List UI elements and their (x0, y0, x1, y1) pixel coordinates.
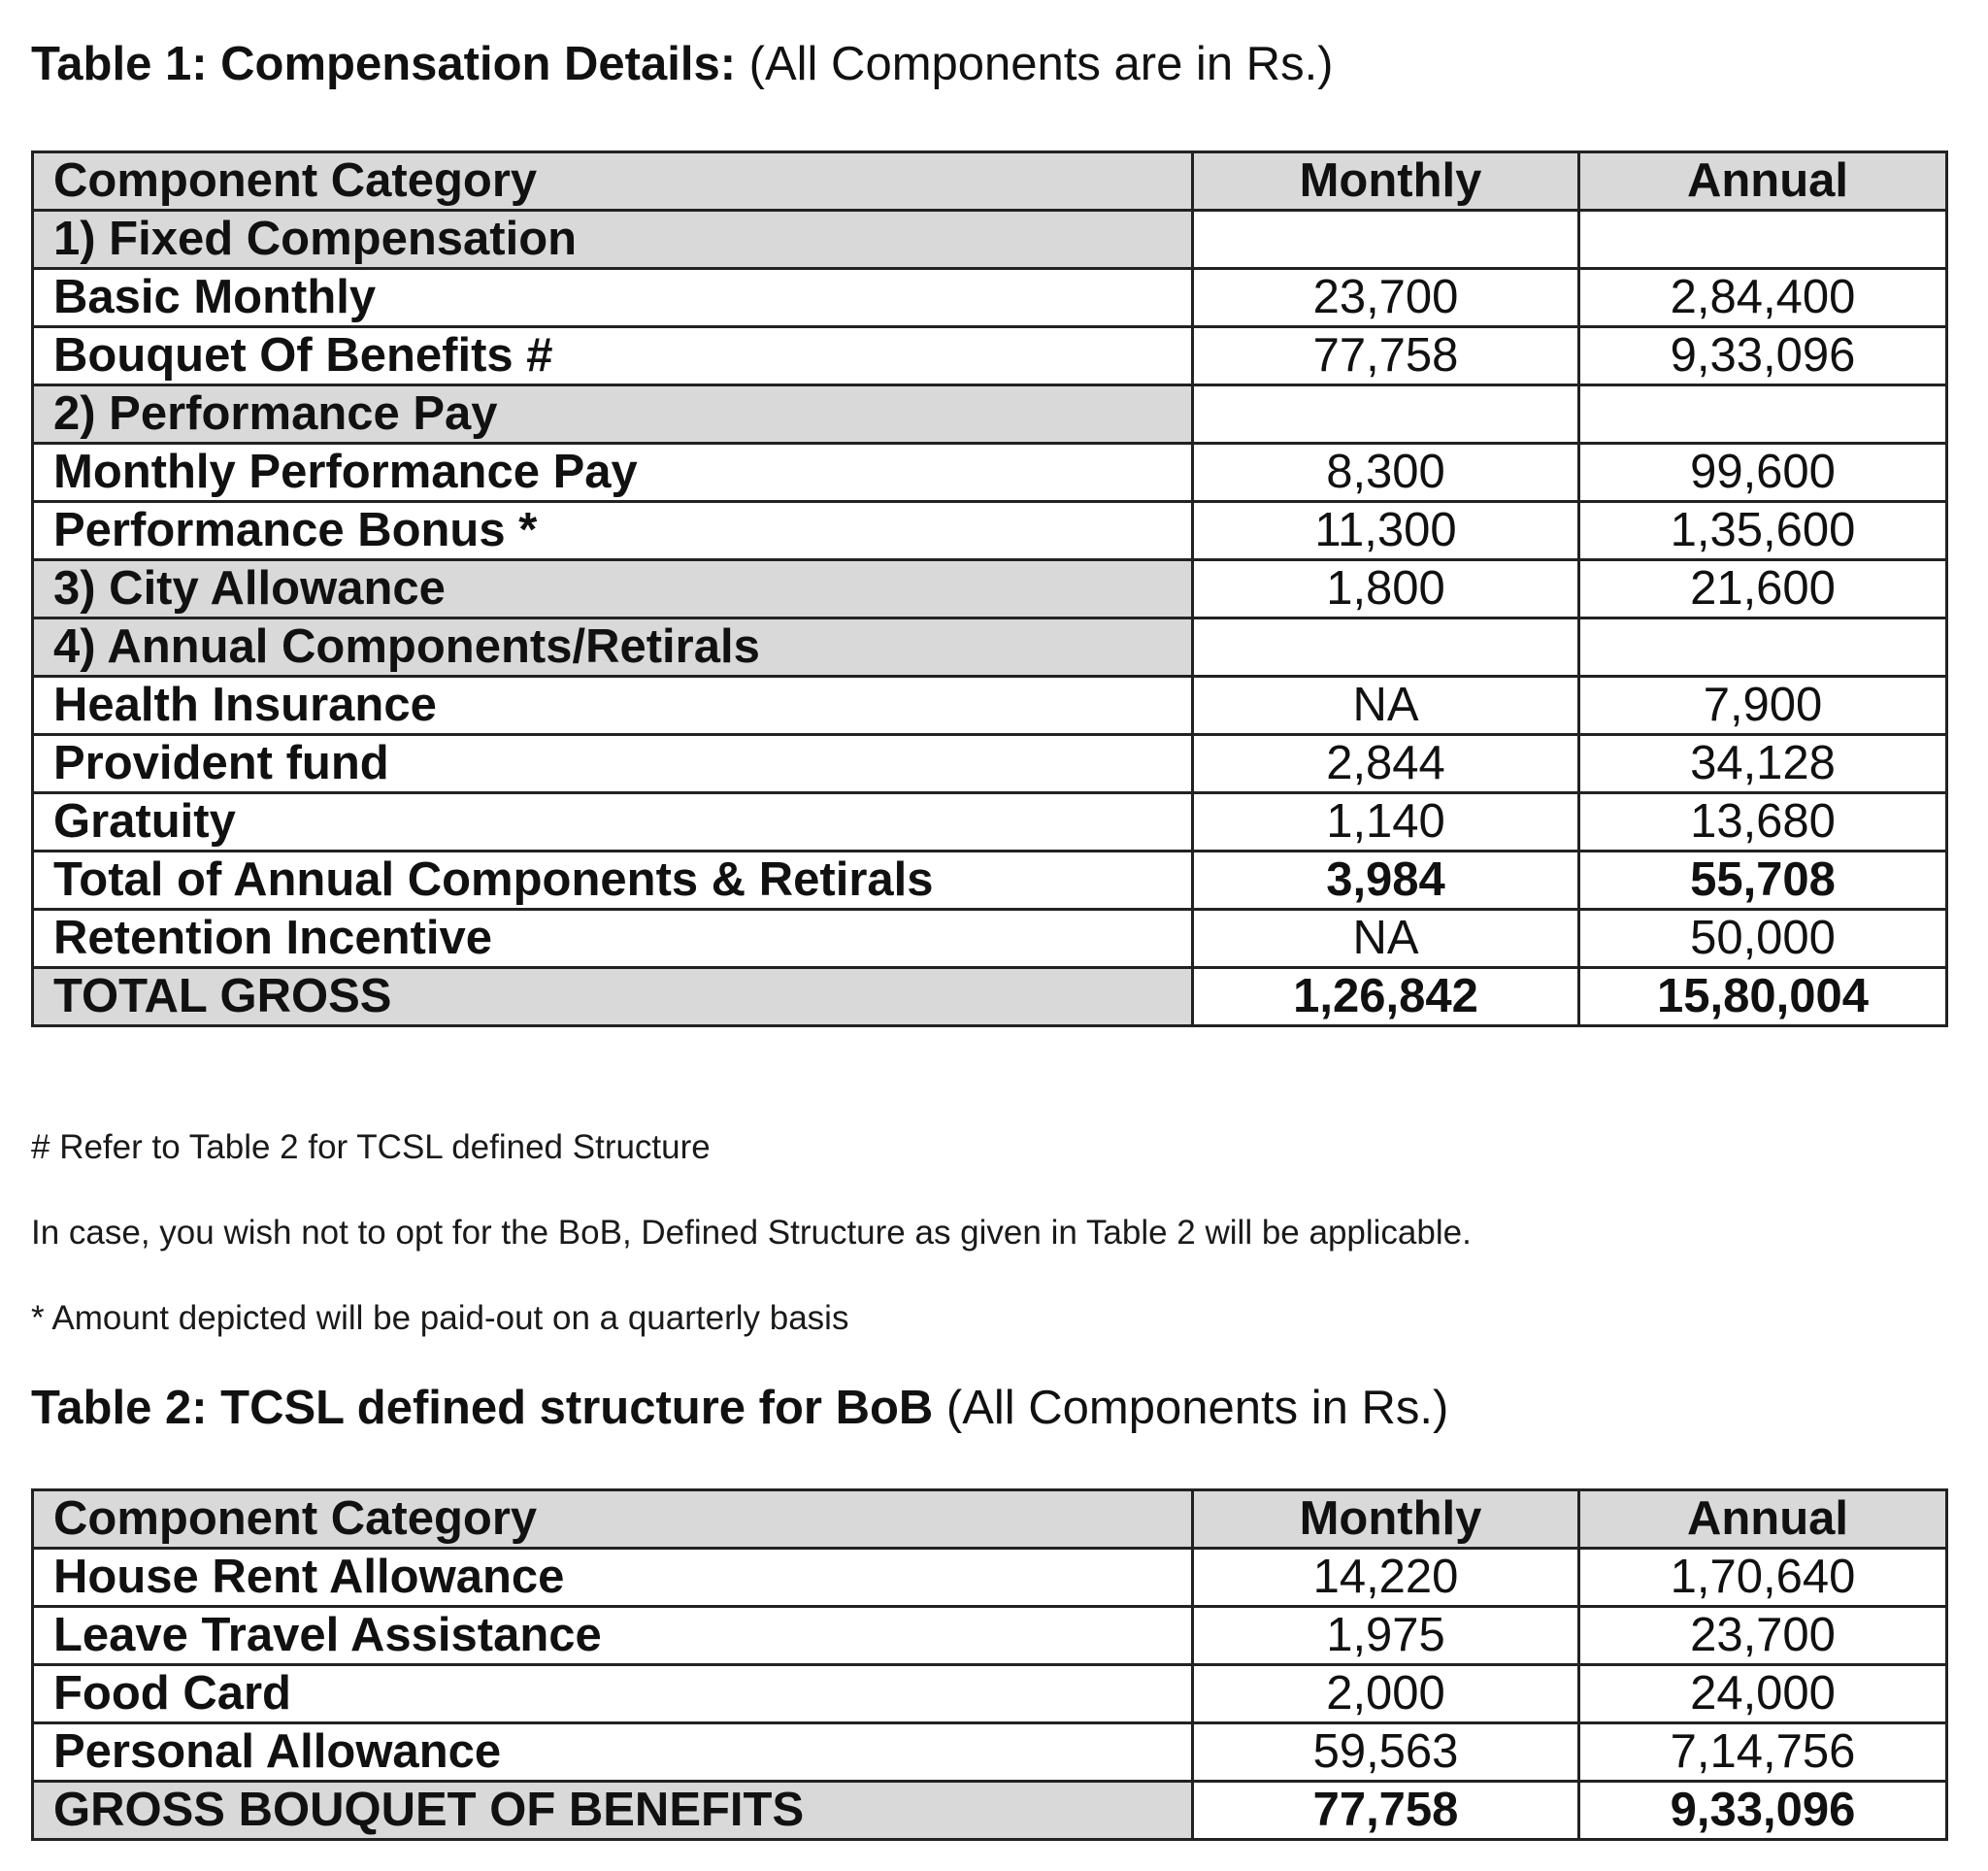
cell-annual: 1,70,640 (1579, 1549, 1947, 1607)
cell-annual: 15,80,004 (1579, 968, 1947, 1026)
cell-category: 1) Fixed Compensation (33, 211, 1193, 269)
table2-title (31, 1379, 1448, 1437)
cell-annual: 55,708 (1579, 852, 1947, 910)
cell-monthly: 77,758 (1193, 1782, 1579, 1840)
table-row (33, 444, 1947, 502)
cell-category: Leave Travel Assistance (33, 1607, 1193, 1665)
cell-annual: 34,128 (1579, 735, 1947, 793)
cell-category: Gratuity (33, 793, 1193, 852)
table-row (33, 560, 1947, 618)
cell-category: 3) City Allowance (33, 560, 1193, 618)
header-monthly: Monthly (1193, 152, 1579, 211)
cell-category: Basic Monthly (33, 269, 1193, 327)
cell-monthly: 14,220 (1193, 1549, 1579, 1607)
cell-annual: 21,600 (1579, 560, 1947, 618)
cell-monthly: 59,563 (1193, 1723, 1579, 1782)
cell-monthly: 2,844 (1193, 735, 1579, 793)
cell-monthly: 1,800 (1193, 560, 1579, 618)
cell-monthly: 3,984 (1193, 852, 1579, 910)
cell-monthly: 1,975 (1193, 1607, 1579, 1665)
cell-annual (1579, 618, 1947, 677)
cell-annual (1579, 211, 1947, 269)
cell-category: Monthly Performance Pay (33, 444, 1193, 502)
table-row (33, 793, 1947, 852)
cell-category: Food Card (33, 1665, 1193, 1723)
cell-monthly: 1,26,842 (1193, 968, 1579, 1026)
table-row (33, 269, 1947, 327)
cell-annual: 23,700 (1579, 1607, 1947, 1665)
header-component-category: Component Category (33, 1490, 1193, 1549)
cell-monthly: NA (1193, 677, 1579, 735)
header-annual: Annual (1579, 152, 1947, 211)
table-row (33, 1607, 1947, 1665)
table-header-row (33, 152, 1947, 211)
cell-annual: 99,600 (1579, 444, 1947, 502)
table-header-row (33, 1490, 1947, 1549)
table-row (33, 910, 1947, 968)
cell-monthly: 8,300 (1193, 444, 1579, 502)
note-opt-out: In case, you wish not to opt for the BoB, Defined Structure as given in Table 2 will be applicable. (31, 1214, 1472, 1252)
table1-body (33, 211, 1947, 1026)
table-row (33, 968, 1947, 1026)
table-row (33, 852, 1947, 910)
cell-category: Health Insurance (33, 677, 1193, 735)
cell-monthly: NA (1193, 910, 1579, 968)
table1-title-text: Table 1: Compensation Details: (31, 38, 749, 90)
table2-title-text: Table 2: TCSL defined structure for BoB (31, 1382, 946, 1434)
cell-category: Provident fund (33, 735, 1193, 793)
cell-annual: 1,35,600 (1579, 502, 1947, 560)
table-row (33, 502, 1947, 560)
cell-annual: 2,84,400 (1579, 269, 1947, 327)
cell-category: Bouquet Of Benefits # (33, 327, 1193, 385)
cell-category: Personal Allowance (33, 1723, 1193, 1782)
table1-title-units: (All Components are in Rs.) (748, 38, 1334, 90)
cell-annual (1579, 385, 1947, 444)
cell-annual: 9,33,096 (1579, 1782, 1947, 1840)
table-row (33, 385, 1947, 444)
cell-annual: 13,680 (1579, 793, 1947, 852)
compensation-details-table (31, 150, 1948, 1027)
cell-category: GROSS BOUQUET OF BENEFITS (33, 1782, 1193, 1840)
table2-title-units: (All Components in Rs.) (945, 1382, 1449, 1434)
cell-annual: 9,33,096 (1579, 327, 1947, 385)
cell-monthly: 23,700 (1193, 269, 1579, 327)
cell-category: 4) Annual Components/Retirals (33, 618, 1193, 677)
table-row (33, 1549, 1947, 1607)
cell-annual: 50,000 (1579, 910, 1947, 968)
note-quarterly-payout: * Amount depicted will be paid-out on a quarterly basis (31, 1299, 849, 1337)
table2-body (33, 1549, 1947, 1840)
cell-annual: 7,14,756 (1579, 1723, 1947, 1782)
table-row (33, 735, 1947, 793)
cell-annual: 24,000 (1579, 1665, 1947, 1723)
cell-monthly: 77,758 (1193, 327, 1579, 385)
cell-category: 2) Performance Pay (33, 385, 1193, 444)
cell-category: Performance Bonus * (33, 502, 1193, 560)
header-component-category: Component Category (33, 152, 1193, 211)
cell-monthly (1193, 211, 1579, 269)
cell-monthly: 2,000 (1193, 1665, 1579, 1723)
table-row (33, 677, 1947, 735)
table-row (33, 1665, 1947, 1723)
table-row (33, 1723, 1947, 1782)
table-row (33, 618, 1947, 677)
cell-category: Total of Annual Components & Retirals (33, 852, 1193, 910)
table-row (33, 211, 1947, 269)
cell-monthly: 11,300 (1193, 502, 1579, 560)
table-row (33, 327, 1947, 385)
cell-category: TOTAL GROSS (33, 968, 1193, 1026)
note-bob-reference: # Refer to Table 2 for TCSL defined Structure (31, 1128, 711, 1166)
header-monthly: Monthly (1193, 1490, 1579, 1549)
cell-monthly: 1,140 (1193, 793, 1579, 852)
cell-monthly (1193, 618, 1579, 677)
cell-monthly (1193, 385, 1579, 444)
table1-title (31, 35, 1334, 93)
cell-category: House Rent Allowance (33, 1549, 1193, 1607)
cell-category: Retention Incentive (33, 910, 1193, 968)
bob-structure-table (31, 1488, 1948, 1841)
header-annual: Annual (1579, 1490, 1947, 1549)
table-row (33, 1782, 1947, 1840)
cell-annual: 7,900 (1579, 677, 1947, 735)
